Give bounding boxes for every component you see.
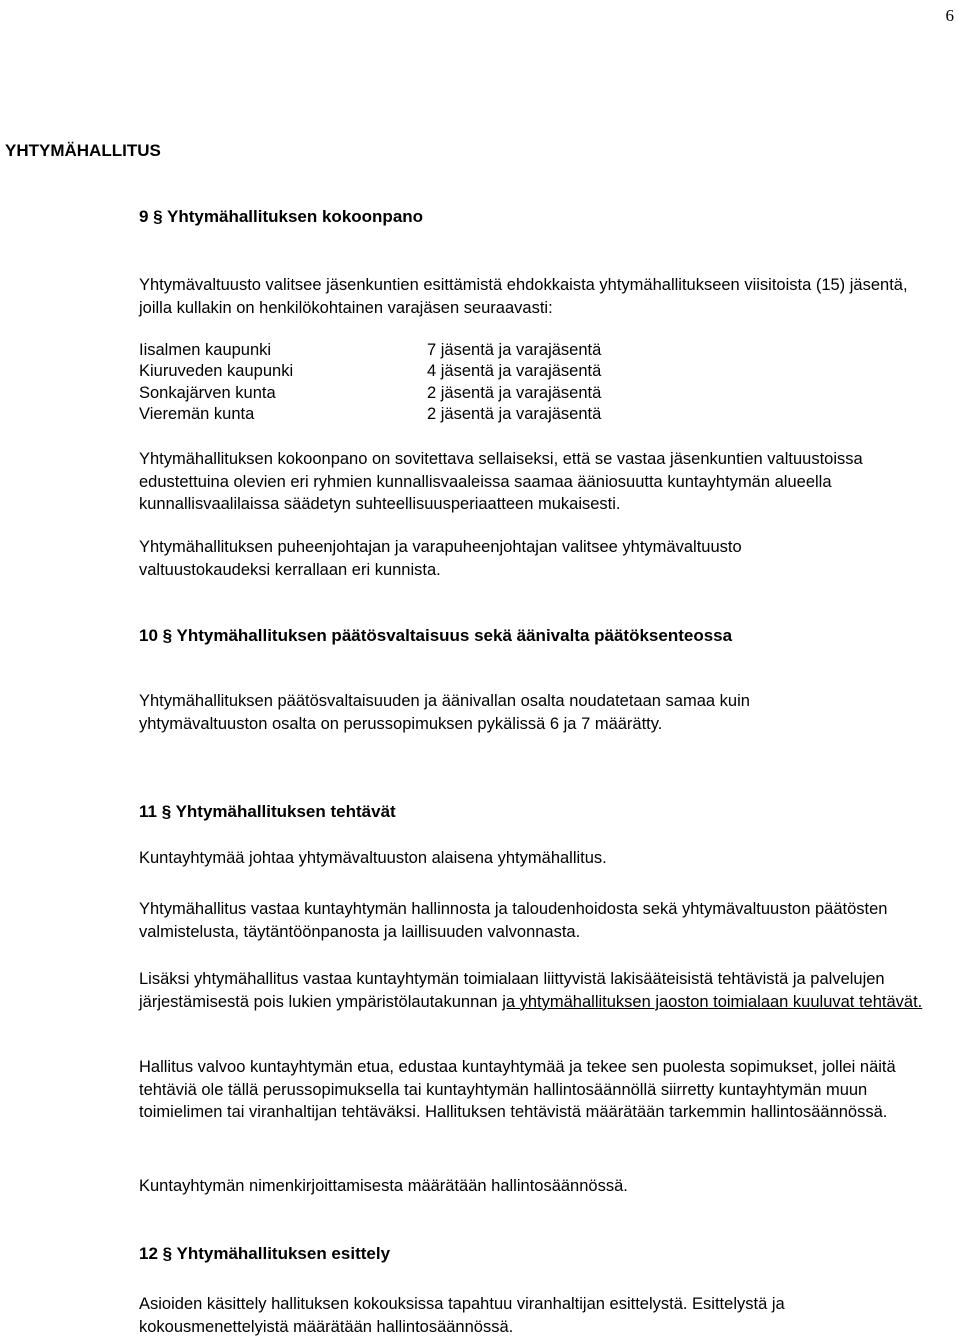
member-row (139, 404, 601, 425)
member-city: Vieremän kunta (139, 404, 255, 423)
member-row (139, 383, 601, 404)
section-11-paragraph-additional (139, 968, 929, 1013)
underlined-amendment-text: ja yhtymähallituksen jaoston toimialaan kuuluvat tehtävät. (502, 992, 923, 1011)
section-9-intro: Yhtymävaltuusto valitsee jäsenkuntien esittämistä ehdokkaista yhtymähallitukseen viisitoista (15) jäsentä, joilla kullakin on henkilökohtainen varajäsen seuraavasti: (139, 276, 908, 317)
section-10-heading: 10 § Yhtymähallituksen päätösvaltaisuus sekä äänivalta päätöksenteossa (139, 626, 733, 645)
member-city: Kiuruveden kaupunki (139, 362, 294, 381)
section-11-paragraph-signing: Kuntayhtymän nimenkirjoittamisesta määrätään hallintosäännössä. (139, 1177, 628, 1195)
section-11-paragraph-responsibility: Yhtymähallitus vastaa kuntayhtymän hallinnosta ja taloudenhoidosta sekä yhtymävaltuuston päätösten valmistelusta, täytäntöönpanosta ja laillisuuden valvonnasta. (139, 900, 888, 941)
member-city: Sonkajärven kunta (139, 383, 276, 402)
member-row (139, 340, 601, 361)
section-11-paragraph-board-duties: Hallitus valvoo kuntayhtymän etua, edustaa kuntayhtymää ja tekee sen puolesta sopimukset, jollei näitä tehtäviä ole tällä perussopimuksella tai kuntayhtymän hallintosäännöllä siirretty kuntayhtymän muun toimielimen tai viranhaltijan tehtäväksi. Hallituksen tehtävistä määrätään tarkemmin hallintosäännössä. (139, 1058, 896, 1121)
member-row (139, 361, 601, 382)
member-count: 4 jäsentä ja varajäsentä (427, 362, 602, 381)
section-11-paragraph-leadership: Kuntayhtymää johtaa yhtymävaltuuston alaisena yhtymähallitus. (139, 849, 607, 867)
member-allocation-table (139, 340, 601, 425)
section-11-heading: 11 § Yhtymähallituksen tehtävät (139, 802, 396, 821)
paragraph-text: Lisäksi yhtymähallitus vastaa kuntayhtymän toimialaan liittyvistä lakisääteisistä tehtävistä ja palvelujen järjestämisestä pois lukien ympäristölautakunnan (139, 970, 885, 1011)
member-count: 7 jäsentä ja varajäsentä (427, 341, 602, 359)
section-9-heading: 9 § Yhtymähallituksen kokoonpano (139, 207, 424, 226)
member-count: 2 jäsentä ja varajäsentä (427, 404, 602, 423)
section-10-paragraph: Yhtymähallituksen päätösvaltaisuuden ja äänivallan osalta noudatetaan samaa kuin yhtymävaltuuston osalta on perussopimuksen pykälissä 6 ja 7 määrätty. (139, 692, 750, 733)
section-9-paragraph-composition: Yhtymähallituksen kokoonpano on sovitettava sellaiseksi, että se vastaa jäsenkuntien valtuustoissa edustettuina olevien eri ryhmien kunnallisvaaleissa saamaa ääniosuutta kuntayhtymän alueella kunnallisvaalilaissa säädetyn suhteellisuusperiaatteen mukaisesti. (139, 450, 863, 513)
document-title: YHTYMÄHALLITUS (5, 141, 161, 160)
member-city: Iisalmen kaupunki (139, 341, 272, 359)
page-number: 6 (945, 6, 954, 25)
member-count: 2 jäsentä ja varajäsentä (427, 383, 602, 402)
section-9-paragraph-chair: Yhtymähallituksen puheenjohtajan ja varapuheenjohtajan valitsee yhtymävaltuusto valtuustokaudeksi kerrallaan eri kunnista. (139, 538, 742, 579)
section-12-paragraph: Asioiden käsittely hallituksen kokouksissa tapahtuu viranhaltijan esittelystä. Esittelystä ja kokousmenettelyistä määrätään hallintosäännössä. (139, 1295, 785, 1336)
section-12-heading: 12 § Yhtymähallituksen esittely (139, 1244, 391, 1263)
